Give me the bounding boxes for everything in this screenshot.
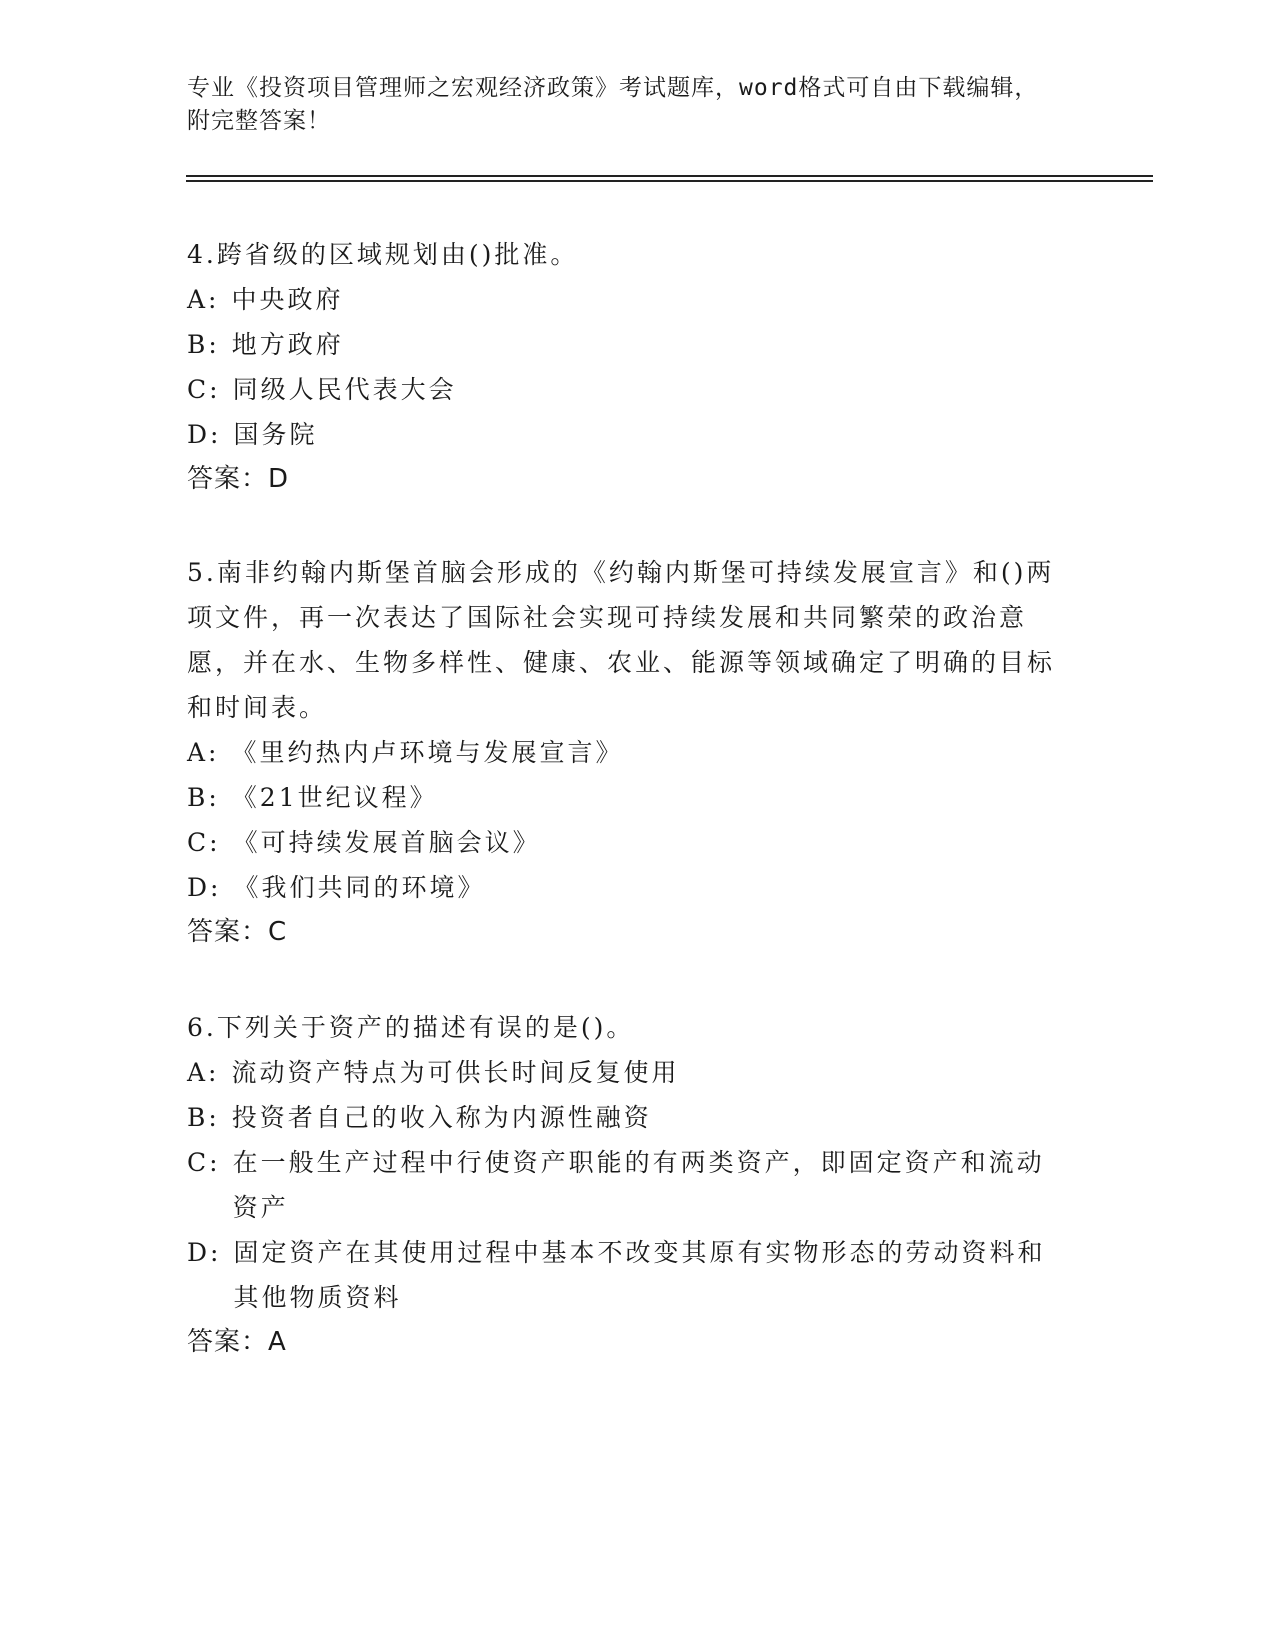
option-b [187, 1095, 1067, 1140]
answer-label: 答案：A [187, 1327, 287, 1357]
option-text: 固定资产在其使用过程中基本不改变其原有实物形态的劳动资料和其他物质资料 [233, 1238, 1046, 1312]
option-key: D: [187, 873, 222, 902]
answer-label: 答案：C [187, 917, 288, 947]
option-a [187, 277, 1067, 322]
option-c [187, 1140, 1067, 1230]
option-key: A: [187, 738, 220, 767]
answer-label: 答案：D [187, 464, 290, 494]
option-d [187, 412, 1067, 457]
option-key: A: [187, 1058, 220, 1087]
question-text: 5.南非约翰内斯堡首脑会形成的《约翰内斯堡可持续发展宣言》和()两项文件，再一次表达了国际社会实现可持续发展和共同繁荣的政治意愿，并在水、生物多样性、健康、农业、能源等领域确定了明确的目标和时间表。 [187, 558, 1056, 722]
option-text: 在一般生产过程中行使资产职能的有两类资产，即固定资产和流动资产 [232, 1148, 1045, 1222]
option-key: D: [187, 420, 222, 449]
question-6 [187, 1005, 1067, 1365]
option-c [187, 820, 1067, 865]
option-text: 《我们共同的环境》 [233, 873, 486, 902]
question-text: 6.下列关于资产的描述有误的是()。 [187, 1013, 635, 1042]
question-text: 4.跨省级的区域规划由()批准。 [187, 240, 579, 269]
option-text: 《可持续发展首脑会议》 [232, 828, 541, 857]
option-key: C: [187, 1148, 221, 1177]
option-text: 地方政府 [231, 330, 344, 359]
option-a [187, 730, 1067, 775]
question-5 [187, 550, 1067, 955]
option-d [187, 1230, 1067, 1320]
option-key: D: [187, 1238, 222, 1267]
option-c [187, 367, 1067, 412]
question-4 [187, 232, 1067, 502]
option-key: C: [187, 828, 221, 857]
option-key: B: [187, 330, 220, 359]
option-key: A: [187, 285, 220, 314]
option-key: B: [187, 783, 220, 812]
header-line-2: 附完整答案！ [187, 108, 331, 134]
option-b [187, 322, 1067, 367]
option-text: 投资者自己的收入称为内源性融资 [231, 1103, 652, 1132]
option-d [187, 865, 1067, 910]
option-text: 《21世纪议程》 [231, 783, 438, 812]
header-line-1: 专业《投资项目管理师之宏观经济政策》考试题库，word格式可自由下载编辑， [187, 75, 1039, 101]
document-header [187, 72, 1087, 138]
option-a [187, 1050, 1067, 1095]
option-text: 中央政府 [231, 285, 344, 314]
option-text: 同级人民代表大会 [232, 375, 457, 404]
header-divider-top [186, 175, 1153, 177]
option-key: C: [187, 375, 221, 404]
option-key: B: [187, 1103, 220, 1132]
header-divider-bottom [186, 180, 1153, 182]
option-text: 《里约热内卢环境与发展宣言》 [231, 738, 624, 767]
option-text: 流动资产特点为可供长时间反复使用 [231, 1058, 680, 1087]
option-b [187, 775, 1067, 820]
option-text: 国务院 [233, 420, 318, 449]
